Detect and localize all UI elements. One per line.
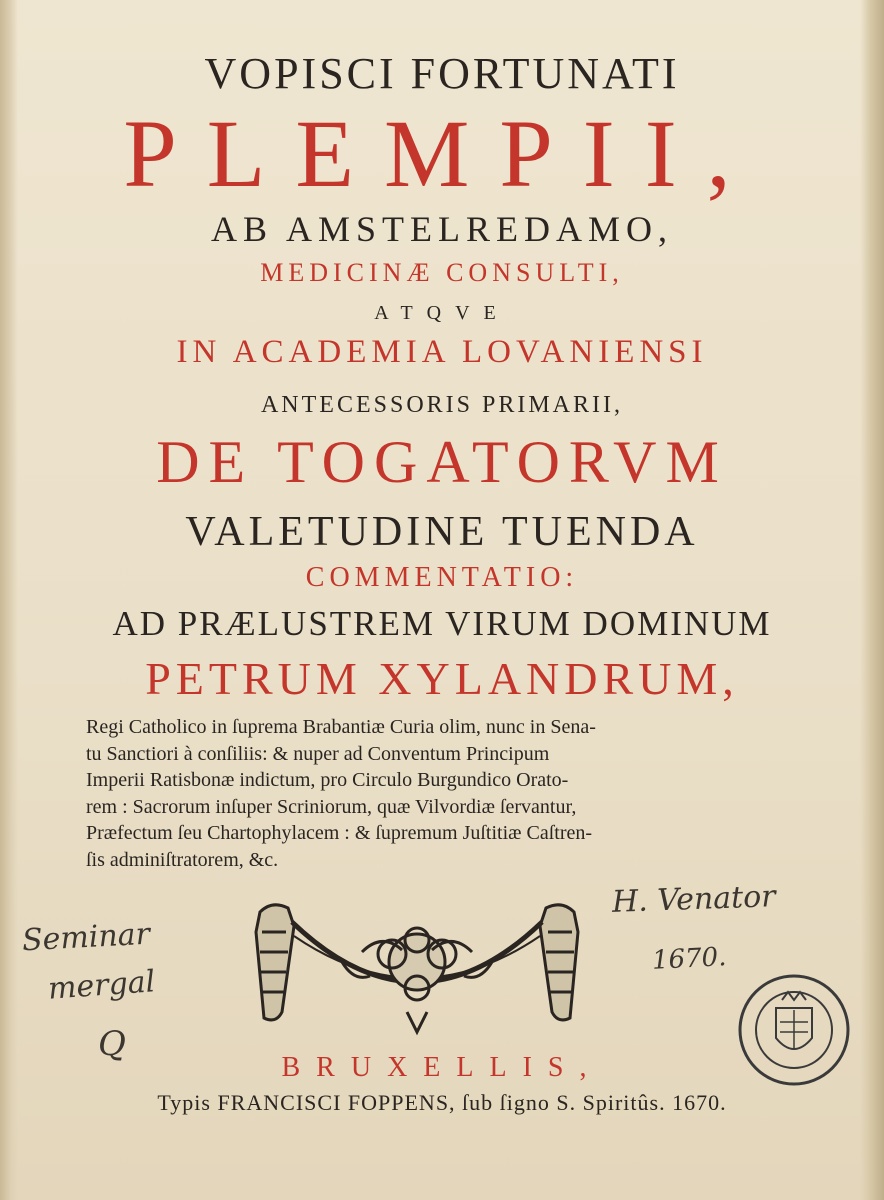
institution: IN ACADEMIA LOVANIENSI — [176, 334, 708, 370]
dedication-line: rem : Sacrorum inſuper Scriniorum, quæ Vilvordiæ ſervantur, — [86, 795, 577, 818]
handwritten-note-right-1: H. Venator — [611, 879, 777, 920]
work-title-line-2: VALETUDINE TUENDA — [185, 509, 699, 555]
printers-ornament-icon — [242, 892, 592, 1042]
handwritten-mark: Q — [98, 1024, 126, 1064]
handwritten-note-right-2: 1670. — [651, 942, 728, 976]
conjunction: ATQVE — [374, 302, 510, 324]
author-role-1: MEDICINÆ CONSULTI, — [260, 258, 624, 287]
dedicatee-name: PETRUM XYLANDRUM, — [145, 653, 739, 704]
author-name: PLEMPII, — [123, 100, 761, 207]
dedication-line: Regi Catholico in ſuprema Brabantiæ Curia olim, nunc in Sena- — [86, 716, 596, 738]
dedication-line: ſis adminiſtratorem, &c. — [86, 848, 279, 871]
author-origin: AB AMSTELREDAMO, — [210, 209, 674, 249]
author-first-names: VOPISCI FORTUNATI — [204, 49, 680, 98]
imprint-printer: Typis FRANCISCI FOPPENS, ſub ſigno S. Spiritûs. 1670. — [157, 1090, 727, 1115]
dedication-line: tu Sanctiori à conſiliis: & nuper ad Conventum Principum — [86, 742, 550, 765]
dedication-paragraph — [86, 714, 776, 873]
author-role-2: ANTECESSORIS PRIMARII, — [260, 392, 624, 418]
work-genre: COMMENTATIO: — [305, 562, 579, 593]
dedication-line: Præfectum ſeu Chartophylacem : & ſupremum Juſtitiæ Caſtren- — [86, 822, 593, 844]
handwritten-note-left-2: mergal — [46, 964, 157, 1007]
dedication-line: Imperii Ratisbonæ indictum, pro Circulo Burgundico Orato- — [86, 769, 569, 791]
work-title-line-1: DE TOGATORVM — [156, 429, 728, 495]
dedication-intro: AD PRÆLUSTREM VIRUM DOMINUM — [112, 604, 772, 643]
handwritten-note-left-1: Seminar — [21, 916, 151, 959]
imprint-place: BRUXELLIS, — [281, 1052, 603, 1083]
